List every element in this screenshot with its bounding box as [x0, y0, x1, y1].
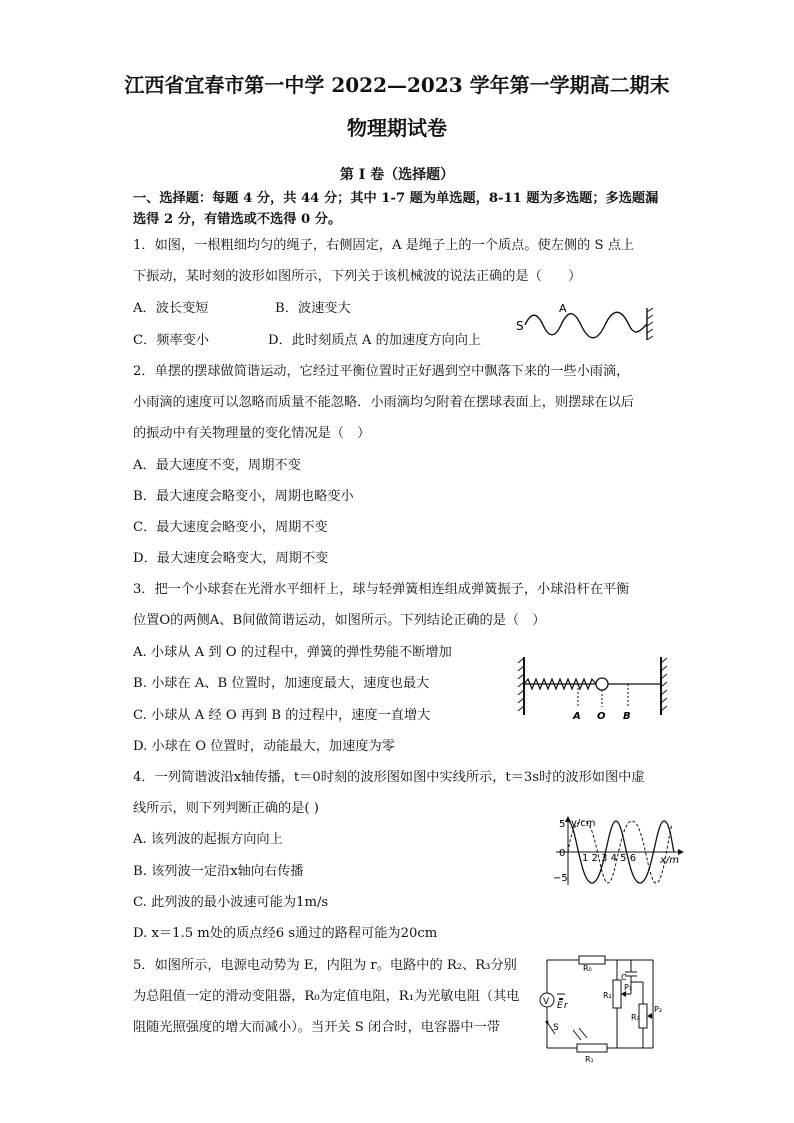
q2-stem-line1: 2．单摆的摆球做简谐运动，它经过平衡位置时正好遇到空中飘落下来的一些小雨滴， — [133, 364, 630, 379]
q3-fig-label-o: O — [597, 711, 606, 722]
q3-option-c: C. 小球从 A 经 O 再到 B 的过程中，速度一直增大 — [133, 708, 431, 723]
q5-fig-r2: R₂ — [603, 991, 612, 1000]
section-title: 第 I 卷（选择题） — [339, 167, 455, 183]
q2-option-d: D．最大速度会略变大，周期不变 — [133, 551, 329, 566]
q1-fig-label-s: S — [516, 319, 524, 333]
q4-wave-graph — [548, 815, 688, 887]
q5-fig-r: r — [564, 1001, 568, 1011]
q2-option-c: C．最大速度会略变小，周期不变 — [133, 520, 328, 535]
q5-fig-r0: R₀ — [583, 964, 592, 973]
q1-option-c: C．频率变小 — [133, 333, 210, 348]
q4-option-a: A. 该列波的起振方向向上 — [133, 832, 283, 847]
q4-fig-xticks: 1 2 3 4 5 6 — [582, 853, 637, 864]
q5-circuit-diagram — [533, 952, 668, 1064]
q5-fig-r1: R₁ — [585, 1055, 594, 1064]
q4-fig-ytick-top: 5 — [559, 819, 566, 830]
q4-fig-xlabel: x/m — [660, 855, 680, 866]
q1-option-b: B．波速变大 — [275, 301, 351, 316]
q1-stem-line2: 下振动，某时刻的波形如图所示，下列关于该机械波的说法正确的是（ ） — [133, 269, 582, 284]
exam-title-line1: 江西省宜春市第一中学 2022—2023 学年第一学期高二期末 — [124, 73, 670, 97]
q1-wave-figure — [515, 300, 660, 345]
q2-stem-line3: 的振动中有关物理量的变化情况是（ ） — [133, 426, 371, 441]
q3-option-a: A. 小球从 A 到 O 的过程中，弹簧的弹性势能不断增加 — [133, 645, 452, 660]
instructions-line1: 一、选择题：每题 4 分，共 44 分；其中 1-7 题为单选题，8-11 题为多选题；多选题漏 — [133, 191, 659, 206]
q3-option-b: B. 小球在 A、B 位置时，加速度最大，速度也最大 — [133, 676, 430, 691]
q5-fig-v: V — [543, 997, 550, 1007]
q3-spring-figure — [518, 655, 668, 725]
q5-stem-line2: 为总阻值一定的滑动变阻器，R₀为定值电阻，R₁为光敏电阻（其电 — [133, 989, 520, 1004]
q1-fig-label-a: A — [559, 302, 567, 315]
q5-fig-r3: R₃ — [631, 1013, 640, 1022]
q4-fig-ylabel: y/cm — [571, 818, 596, 829]
q5-fig-p1: P₁ — [624, 983, 633, 992]
q2-stem-line2: 小雨滴的速度可以忽略而质量不能忽略．小雨滴均匀附着在摆球表面上，则摆球在以后 — [133, 395, 635, 410]
q5-fig-c: C — [621, 973, 627, 982]
q2-option-b: B．最大速度会略变小，周期也略变小 — [133, 489, 354, 504]
q3-option-d: D. 小球在 O 位置时，动能最大，加速度为零 — [133, 739, 395, 754]
q4-fig-ytick-bottom: −5 — [553, 873, 568, 884]
instructions-line2: 选得 2 分，有错选或不选得 0 分。 — [133, 212, 342, 227]
q5-fig-e: E — [557, 1001, 563, 1011]
q3-stem-line2: 位置O的两侧A、B间做简谐运动，如图所示。下列结论正确的是（ ） — [133, 613, 546, 628]
q4-stem-line1: 4．一列简谐波沿x轴传播，t＝0时刻的波形图如图中实线所示，t＝3s时的波形如图中虚 — [133, 770, 645, 785]
q5-stem-line3: 阻随光照强度的增大而减小）。当开关 S 闭合时，电容器中一带 — [133, 1020, 500, 1035]
q4-option-b: B. 该列波一定沿x轴向右传播 — [133, 864, 304, 879]
q1-option-d: D．此时刻质点 A 的加速度方向向上 — [268, 333, 482, 348]
q4-option-c: C. 此列波的最小波速可能为1m/s — [133, 895, 329, 910]
q4-stem-line2: 线所示，则下列判断正确的是( ) — [133, 801, 319, 816]
q5-fig-p2: P₂ — [654, 1005, 663, 1014]
q2-option-a: A．最大速度不变，周期不变 — [133, 458, 301, 473]
q4-fig-ytick-zero: 0 — [559, 848, 566, 859]
q3-stem-line1: 3．把一个小球套在光滑水平细杆上，球与轻弹簧相连组成弹簧振子，小球沿杆在平衡 — [133, 582, 630, 597]
q1-stem-line1: 1．如图，一根粗细均匀的绳子，右侧固定，A 是绳子上的一个质点。使左侧的 S 点上 — [133, 238, 635, 253]
q5-fig-s: S — [553, 1023, 559, 1033]
q3-fig-label-a: A — [573, 711, 581, 722]
q3-fig-label-b: B — [623, 711, 631, 722]
q5-stem-line1: 5．如图所示，电源电动势为 E，内阻为 r。电路中的 R₂、R₃分别 — [133, 958, 517, 973]
q1-option-a: A．波长变短 — [133, 301, 209, 316]
exam-title-line2: 物理期试卷 — [347, 116, 447, 140]
q4-option-d: D. x＝1.5 m处的质点经6 s通过的路程可能为20cm — [133, 926, 438, 941]
